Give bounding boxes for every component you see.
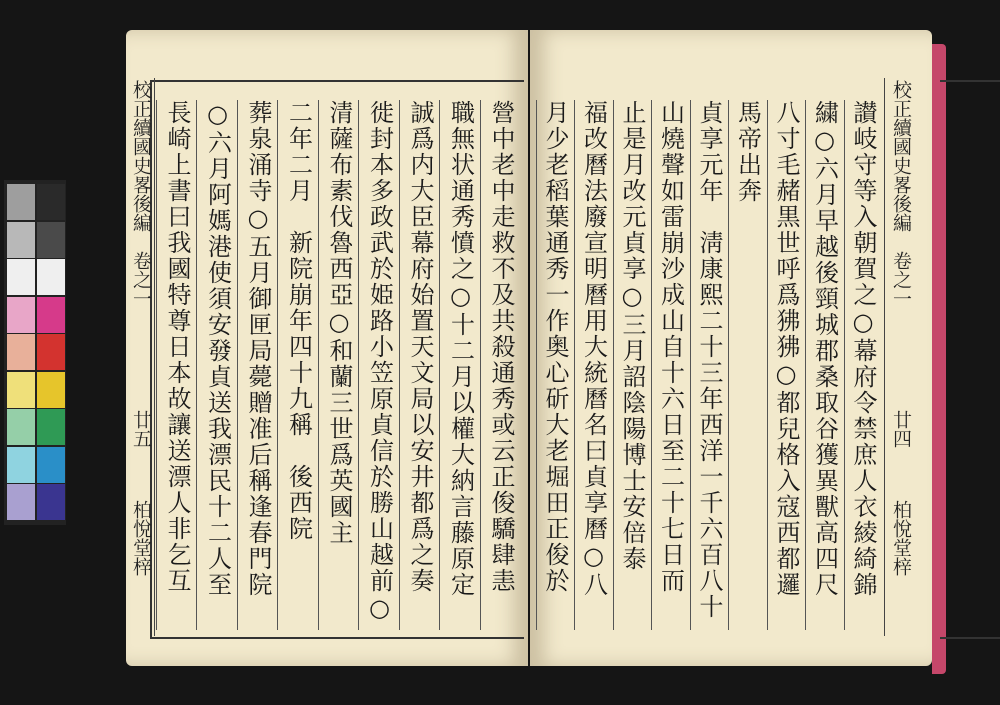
color-chip xyxy=(7,334,35,370)
color-chip xyxy=(7,297,35,333)
color-chip xyxy=(37,297,65,333)
text-column: 長崎上書曰我國特尊日本故讓送漂人非乞互 xyxy=(156,100,198,630)
text-column: 徙封本多政武於姫路小笠原貞信於勝山越前○ xyxy=(358,100,400,630)
color-chip xyxy=(7,409,35,445)
right-page-frame xyxy=(940,80,1000,639)
text-column: 營中老中走救不及共殺通秀或云正俊驕肆恚 xyxy=(480,100,522,630)
text-column: 月少老稻葉通秀一作奥心斫大老堀田正俊於 xyxy=(536,100,576,630)
left-page-margin-title: 校正續國史畧後編 卷之一 xyxy=(130,80,152,308)
text-column: 繍○六月早越後頸城郡桑取谷獲異獸高四尺 xyxy=(805,100,845,630)
color-chip xyxy=(37,409,65,445)
color-chip xyxy=(37,222,65,258)
color-chip xyxy=(7,184,35,220)
text-column: 貞享元年 淸康熙二十三年西洋一千六百八十 xyxy=(690,100,730,630)
text-column: 山燒聲如雷崩沙成山自十六日至二十七日而 xyxy=(651,100,691,630)
text-column: 八寸毛赭黒世呼爲狒狒○都兒格入寇西都邏 xyxy=(767,100,807,630)
color-chip xyxy=(37,259,65,295)
left-page-folio: 廿五 xyxy=(130,410,152,448)
left-page xyxy=(126,30,528,666)
right-margin-separator xyxy=(884,78,885,636)
color-chip xyxy=(37,447,65,483)
right-page-margin-title: 校正續國史畧後編 卷之一 xyxy=(890,80,912,308)
color-chip xyxy=(37,484,65,520)
color-chip xyxy=(37,372,65,408)
open-book xyxy=(126,24,946,674)
left-page-press-mark: 柏悅堂梓 xyxy=(130,500,152,576)
text-column: 職無状通秀憤之○十二月以權大納言藤原定 xyxy=(439,100,481,630)
color-chip xyxy=(37,334,65,370)
text-column: 讃岐守等入朝賀之○幕府令禁庶人衣綾綺錦 xyxy=(844,100,884,630)
text-column: 葬泉涌寺○五月御匣局薨贈准后稱逢春門院 xyxy=(237,100,279,630)
text-column: ○六月阿媽港使須安發貞送我漂民十二人至 xyxy=(196,100,238,630)
color-chip xyxy=(7,259,35,295)
color-chip xyxy=(7,372,35,408)
color-chip xyxy=(7,447,35,483)
color-calibration-chart xyxy=(4,180,66,525)
text-column: 馬帝出奔 xyxy=(728,100,768,630)
right-page-press-mark: 柏悅堂梓 xyxy=(890,500,912,576)
right-page-folio: 廿四 xyxy=(890,410,912,448)
right-page xyxy=(530,30,932,666)
color-chip xyxy=(37,184,65,220)
text-column: 清薩布素伐魯西亞○和蘭三世爲英國主 xyxy=(318,100,360,630)
text-column: 止是月改元貞享○三月詔陰陽博士安倍泰 xyxy=(613,100,653,630)
text-column: 誠爲内大臣幕府始置天文局以安井都爲之奏 xyxy=(399,100,441,630)
color-chip xyxy=(7,222,35,258)
text-column: 二年二月 新院崩年四十九稱 後西院 xyxy=(277,100,319,630)
color-chip xyxy=(7,484,35,520)
text-column: 福改曆法廢宣明曆用大統曆名曰貞享曆○八 xyxy=(574,100,614,630)
